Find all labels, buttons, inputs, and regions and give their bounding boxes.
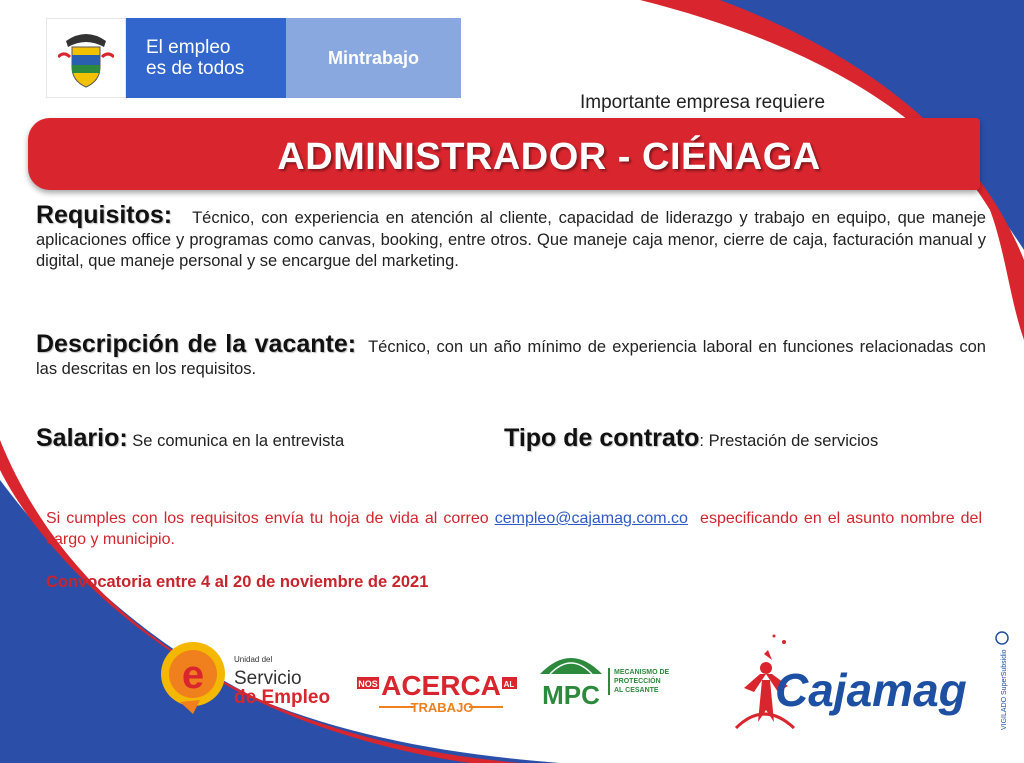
slogan-line-2: es de todos: [146, 58, 245, 79]
mpc-tag1: MECANISMO DE: [614, 668, 670, 676]
acerca-al: AL: [503, 680, 515, 689]
government-header: [46, 18, 461, 98]
acerca-main: ACERCA: [381, 670, 501, 701]
coat-of-arms-icon: [46, 18, 126, 98]
requisitos-text: Técnico, con experiencia en atención al cliente, capacidad de liderazgo y trabajo en equipo, que maneje aplicaciones office y programas como canvas, booking, entre otros. Que maneje caja menor, cierre de caja, facturación manual y digital, que maneje personal y se encargue del marketing.: [36, 209, 986, 270]
salario-value: Se comunica en la entrevista: [132, 432, 345, 450]
mpc-tag2: PROTECCIÓN: [614, 677, 661, 685]
salario-label: Salario: [36, 424, 120, 452]
salario-line: Salario: Se comunica en la entrevista: [36, 424, 345, 452]
vigilado-text: VIGILADO SuperSubsidio: [1001, 649, 1008, 730]
acerca-trabajo-logo: [357, 665, 517, 715]
contrato-label: Tipo de contrato: [504, 424, 700, 452]
descripcion-label: Descripción de la vacante: [36, 330, 348, 358]
cta-after: especificando en el asunto nombre del cargo y municipio.: [46, 510, 982, 548]
acerca-trabajo: TRABAJO: [410, 700, 474, 715]
mpc-text: MPC: [542, 680, 600, 710]
convocatoria-dates: Convocatoria entre 4 al 20 de noviembre de 2021: [46, 573, 429, 591]
descripcion-paragraph: Descripción de la vacante: Técnico, con un año mínimo de experiencia laboral en funciones relacionadas con las descritas en los requisitos.: [36, 330, 986, 378]
requisitos-paragraph: Requisitos: Técnico, con experiencia en atención al cliente, capacidad de liderazgo y trabajo en equipo, que maneje aplicaciones office y programas como canvas, booking, entre otros. Que maneje caja menor, cierre de caja, facturación manual y digital, que maneje personal y se encargue del marketing.: [36, 201, 986, 270]
supersubsidio-seal: [988, 630, 1016, 735]
cta-before: Si cumples con los requisitos envía tu hoja de vida al correo: [46, 510, 489, 527]
svg-text:e: e: [181, 653, 205, 697]
servicio-small: Unidad del: [234, 654, 273, 664]
servicio-empleo-logo: [158, 640, 330, 716]
acerca-nos: NOS: [358, 679, 378, 689]
requisitos-label: Requisitos: [36, 201, 164, 229]
mpc-logo: [538, 648, 669, 714]
servicio-empleo-icon: [158, 640, 228, 716]
descripcion-text: Técnico, con un año mínimo de experiencia laboral en funciones relacionadas con las descritas en los requisitos.: [36, 338, 986, 378]
title-banner: [28, 118, 980, 190]
servicio-line2: de Empleo: [234, 686, 331, 708]
servicio-line1: Servicio: [234, 667, 302, 689]
ministry-label: Mintrabajo: [286, 18, 461, 98]
job-title: ADMINISTRADOR - CIÉNAGA: [277, 136, 821, 178]
umbrella-icon: [538, 648, 604, 714]
cajamag-text: Cajamag: [775, 664, 967, 716]
contrato-line: Tipo de contrato: Prestación de servicios: [504, 424, 879, 452]
intro-text: Importante empresa requiere: [580, 92, 826, 113]
slogan-line-1: El empleo: [146, 37, 231, 58]
contrato-value: Prestación de servicios: [708, 432, 879, 450]
call-to-action: [46, 508, 982, 550]
government-slogan: [126, 18, 286, 98]
mpc-tag3: AL CESANTE: [614, 686, 659, 694]
email-link[interactable]: cempleo@cajamag.com.co: [494, 510, 688, 527]
